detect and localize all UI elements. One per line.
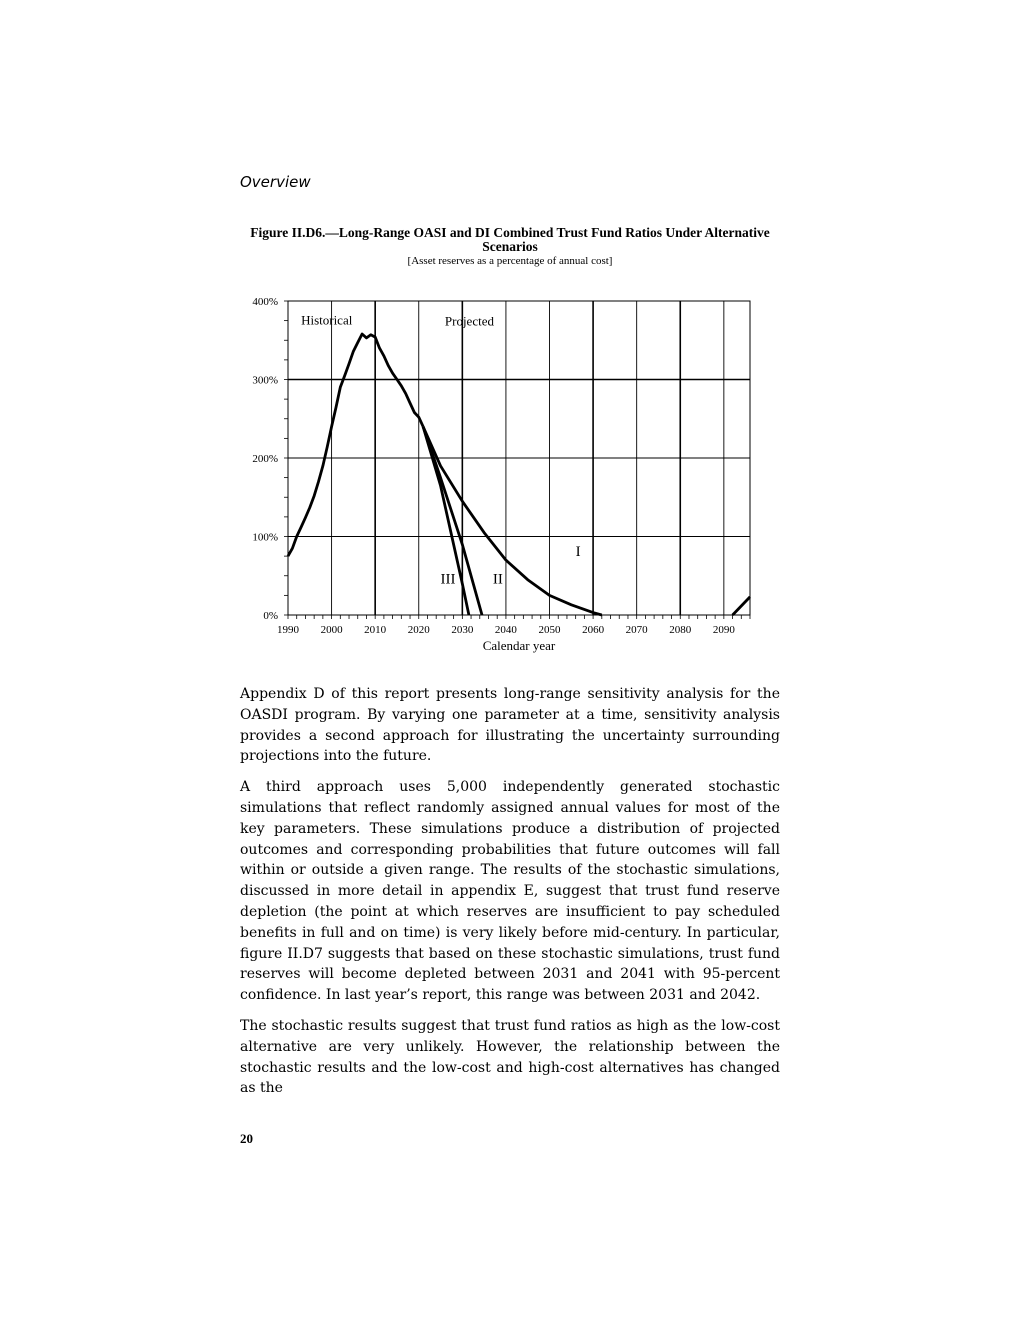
- figure-title: Figure II.D6.—Long-Range OASI and DI Combined Trust Fund Ratios Under Alternative Scenarios: [250, 225, 770, 254]
- x-tick-label: 2010: [364, 624, 387, 636]
- series-line: [733, 597, 750, 615]
- x-tick-label: 2050: [538, 624, 561, 636]
- page-number: 20: [240, 1131, 253, 1146]
- paragraph: The stochastic results suggest that trust fund ratios as high as the low-cost alternative are very unlikely. However, the relationship between the stochastic results and the low-cost and high-cost alternatives has changed as the: [240, 1017, 780, 1097]
- paragraph: A third approach uses 5,000 independently generated stochastic simulations that reflect randomly assigned annual values for most of the key parameters. These simulations produce a distribution of projected outcomes and corresponding probabilities that future outcomes will fall within or outside a given range. The results of the stochastic simulations, discussed in more detail in appendix E, suggest that trust fund reserve depletion (the point at which reserves are insufficient to pay scheduled benefits in full and on time) is very likely before mid-century. In particular, figure II.D7 suggests that based on these stochastic simulations, trust fund reserves will become depleted between 2031 and 2041 with 95-percent confidence. In last year’s report, this range was between 2031 and 2042.: [240, 779, 780, 1004]
- y-tick-label: 300%: [252, 374, 278, 387]
- y-tick-label: 400%: [252, 296, 278, 308]
- x-tick-label: 2060: [582, 624, 605, 636]
- x-tick-label: 1990: [277, 624, 299, 636]
- running-head: Overview: [240, 173, 311, 191]
- series-line: [288, 334, 423, 556]
- x-tick-label: 2040: [494, 624, 517, 636]
- x-tick-label: 2000: [320, 624, 343, 636]
- projected-label: Projected: [444, 313, 494, 329]
- figure-subtitle: [Asset reserves as a percentage of annual cost]: [407, 255, 613, 267]
- x-tick-label: 2020: [407, 624, 430, 636]
- x-tick-label: 2090: [712, 624, 735, 636]
- trust-fund-ratio-chart: [240, 285, 780, 660]
- historical-label: Historical: [301, 312, 353, 328]
- series-label: III: [440, 571, 456, 588]
- x-tick-label: 2070: [625, 624, 648, 636]
- x-axis-title: Calendar year: [482, 638, 556, 653]
- body-text: [240, 684, 780, 1109]
- y-tick-label: 0%: [263, 610, 278, 622]
- x-tick-label: 2080: [669, 624, 692, 636]
- y-tick-label: 100%: [252, 531, 278, 544]
- series-label: II: [492, 571, 503, 588]
- series-label: I: [575, 544, 581, 561]
- y-tick-label: 200%: [252, 453, 278, 465]
- paragraph: Appendix D of this report presents long-range sensitivity analysis for the OASDI program. By varying one parameter at a time, sensitivity analysis provides a second approach for illustrating the uncertainty surrounding projections into the future.: [240, 686, 780, 765]
- x-tick-label: 2030: [451, 624, 474, 636]
